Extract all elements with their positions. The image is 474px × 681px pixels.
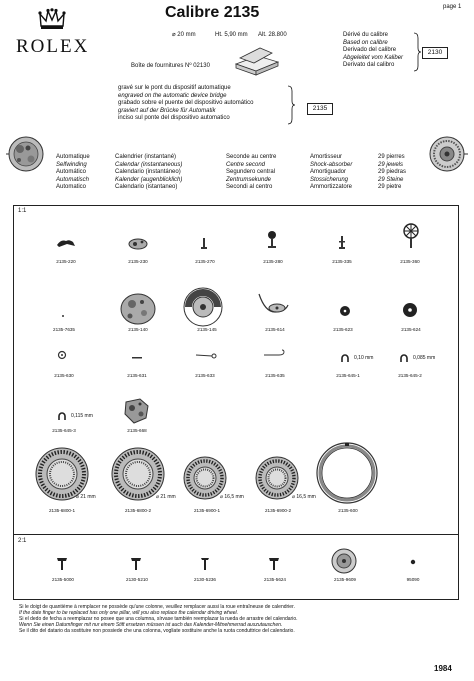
year-label: 1984: [434, 664, 452, 673]
dimension-label: 0,085 mm: [413, 355, 436, 361]
page-label: page 1: [443, 4, 462, 10]
part-2135-633-image: [195, 352, 217, 358]
part-label: 95090: [406, 577, 420, 582]
part-2135-140-image: [118, 292, 158, 326]
part-label: 2135-645-2: [398, 373, 422, 378]
part-2135-145-image: [180, 286, 226, 328]
footnotes: Si le doigt de quantième à remplacer ne possède qu'une colonne, veuillez remplacer aussi la roue entraîneuse de calendrier. If the date finger to be replaced has only one pillar, will you also replace the calendar driving wheel. Si el dedo de fecha a reemplazar no posee que una columna, sírvase también reemplazar la rueda de arrastre del calendario. Wenn Sie einen Datumfinger mit nur einem Stift ersetzen müssen ist auch das Kalender-Mitnehmerrad auszutauschen. Se il dito del datario da sostituire non possiede che una colonna, vogliate sostituire anche la ruota conduttrice del calendario.: [19, 604, 298, 634]
part-2135-645-3-image: [57, 411, 67, 421]
part-2135-335-image: [338, 236, 346, 250]
part-2135-645-1-image: [340, 353, 350, 363]
engraved-calibre-box: 2135: [307, 103, 333, 115]
part-2135-624-image: [402, 302, 418, 318]
part-label: 2135-623: [333, 327, 353, 332]
part-label: 2135-633: [195, 373, 215, 378]
spec-col-4: Amortisseur Shock-absorber Amortiguador Stossicherung Ammortizzatore: [310, 154, 353, 190]
box-label: Boîte de fournitures Nº 02130: [131, 63, 210, 69]
part-2135-270-image: [200, 238, 208, 250]
part-label: 2130-5210: [126, 577, 148, 582]
part-label: 2135-624: [401, 327, 421, 332]
part-label: 2135-630: [54, 373, 74, 378]
part-label: 2135-6800-1: [48, 508, 76, 513]
derived-brace: [413, 32, 421, 72]
derived-calibre-box: 2130: [422, 47, 448, 59]
height: Ht. 5,90 mm: [215, 32, 248, 38]
part-label: 2135-5000: [52, 577, 74, 582]
part-label: 2135-220: [56, 259, 76, 264]
part-2135-631-image: [132, 356, 142, 360]
movement-back-image: [426, 131, 468, 177]
part-2135-614-image: [255, 290, 291, 318]
part-2135-220-image: [55, 238, 77, 248]
part-label: 2135-631: [127, 373, 147, 378]
section-top-rule: [13, 205, 458, 206]
crown-logo-icon: [38, 8, 66, 30]
part-label: 2135-635: [265, 373, 285, 378]
part-2135-600-image: [315, 441, 379, 505]
scale-label-2: 2:1: [18, 538, 27, 544]
part-label: 2135-9609: [334, 577, 356, 582]
brand-logo: ROLEX: [16, 36, 90, 57]
part-2130-5210-image: [130, 557, 142, 571]
spec-col-5: 29 pierres 29 jewels 29 piedras 29 Steine 29 pietre: [378, 154, 407, 190]
dimension-label: ⌀ 16,5 mm: [220, 494, 244, 500]
part-2135-623-image: [339, 305, 351, 317]
part-label: 2135-5624: [264, 577, 286, 582]
part-label: 2135-600: [338, 508, 358, 513]
diameter: ⌀ 20 mm: [172, 32, 196, 38]
part-2135-635-image: [263, 349, 287, 359]
spec-col-3: Seconde au centre Centre second Segundero central Zentrumsekunde Secondi al centro: [226, 154, 277, 190]
derived-text: Dérivé du calibre Based on calibre Derivado del calibre Abgeleitet vom Kaliber Derivato dal calibro: [343, 32, 404, 68]
engraved-brace: [287, 85, 295, 125]
section-bottom-rule: [13, 599, 458, 600]
part-label: 2135-230: [128, 259, 148, 264]
frame-right-rule: [458, 205, 459, 600]
part-label: 2135-270: [195, 259, 215, 264]
part-2135-645-2-image: [399, 353, 409, 363]
part-label: 2135-140: [128, 327, 148, 332]
part-2135-668-image: [120, 396, 152, 426]
spec-col-2: Calendrier (instantané) Calendar (instantaneous) Calendario (instantáneo) Kalender (augenblicklich) Calendario (istantaneo): [115, 154, 183, 190]
frame-left-rule: [13, 205, 14, 600]
part-2135-630-image: [57, 350, 67, 360]
part-label: 2135-145: [197, 327, 217, 332]
dimension-label: ⌀ 21 mm: [156, 494, 176, 500]
spec-col-1: Automatique Selfwinding Automático Automatisch Automatico: [56, 154, 90, 190]
part-label: 2135-6800-2: [124, 508, 152, 513]
dimension-label: ⌀ 21 mm: [76, 494, 96, 500]
scale-label-1: 1:1: [18, 208, 27, 214]
part-2135-5000-image: [56, 557, 68, 571]
section-divider-rule: [13, 534, 458, 535]
part-label: 2135-668: [127, 428, 147, 433]
part-label: 2135-6900-1: [193, 508, 221, 513]
dimension-label: ⌀ 16,5 mm: [292, 494, 316, 500]
calibre-title: Calibre 2135: [165, 4, 260, 21]
engraved-text: gravé sur le pont du dispositif automatique engraved on the automatic device bridge grabado sobre el puente del dispositivo automático graviert auf der Brücke für Automatik inciso sul ponte del dispositivo automatico: [118, 85, 254, 121]
alternations: Alt. 28.800: [258, 32, 287, 38]
part-label: 2135-360: [400, 259, 420, 264]
part-2135-9609-image: [330, 547, 358, 575]
part-2130-5236-image: [200, 557, 210, 571]
parts-box-icon: [232, 44, 282, 76]
part-2135-280-image: [265, 230, 279, 250]
part-2135-5624-image: [268, 557, 280, 571]
part-95090-image: [410, 559, 416, 565]
part-label: 2135-6900-2: [264, 508, 292, 513]
part-2135-360-image: [400, 222, 422, 252]
dimension-label: 0,115 mm: [71, 413, 93, 419]
part-label: 2130-5236: [194, 577, 216, 582]
movement-front-image: [6, 131, 46, 177]
part-label: 2135-7635: [53, 327, 75, 332]
part-label: 2135-280: [263, 259, 283, 264]
part-2135-7635-image: [61, 314, 65, 318]
part-2135-230-image: [127, 236, 149, 250]
part-label: 2135-645-1: [336, 373, 360, 378]
part-label: 2135-645-3: [52, 428, 76, 433]
dimension-label: 0,10 mm: [354, 355, 374, 361]
part-label: 2135-614: [265, 327, 285, 332]
part-label: 2135-335: [332, 259, 352, 264]
